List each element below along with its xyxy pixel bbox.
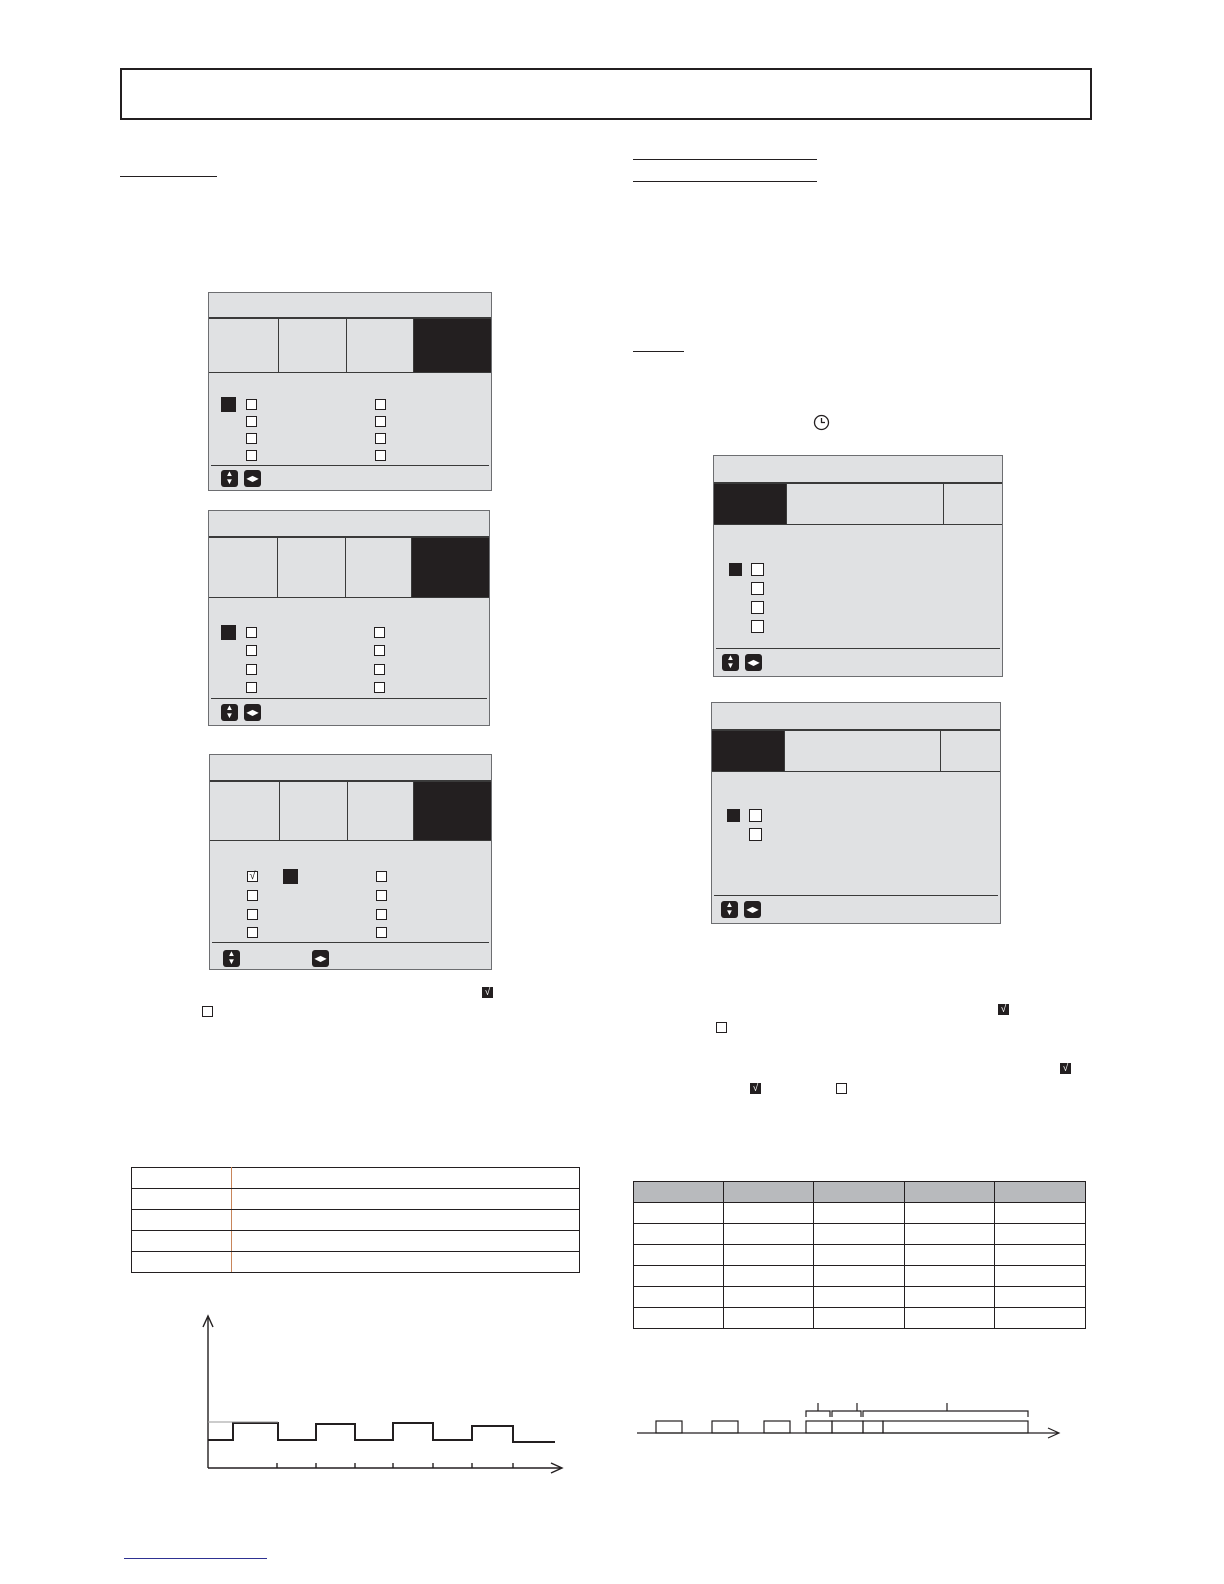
table-row — [132, 1189, 580, 1210]
timeline-block — [832, 1421, 863, 1433]
checkbox[interactable] — [247, 927, 258, 938]
table-row — [634, 1203, 1086, 1224]
table-row — [634, 1266, 1086, 1287]
screen-title-bar — [210, 755, 491, 782]
tab-3[interactable] — [348, 782, 414, 840]
selection-cursor — [221, 625, 236, 640]
tab-divider — [209, 372, 491, 373]
checkbox[interactable] — [246, 450, 257, 461]
tab-1-selected[interactable] — [712, 731, 784, 771]
page-header-box — [120, 68, 1092, 120]
up-down-arrow-icon[interactable]: ▲ ▼ — [221, 470, 238, 487]
checkbox[interactable] — [246, 433, 257, 444]
left-right-arrow-icon[interactable]: ◀▶ — [244, 704, 261, 721]
timeline-block — [863, 1421, 883, 1433]
schedule-screen-1 — [713, 455, 1003, 677]
unchecked-box-icon — [202, 1006, 213, 1017]
tab-2[interactable] — [280, 782, 348, 840]
checked-box-icon: √ — [998, 1004, 1009, 1015]
timeline-block — [712, 1421, 738, 1433]
checkbox[interactable] — [246, 682, 257, 693]
up-down-arrow-icon[interactable]: ▲ ▼ — [223, 950, 240, 967]
tab-2[interactable] — [278, 538, 346, 597]
right-section-title-underline-2 — [633, 181, 817, 182]
left-right-arrow-icon[interactable]: ◀▶ — [745, 654, 762, 671]
screen-title-bar — [209, 511, 489, 538]
selection-cursor — [727, 809, 740, 822]
tab-3[interactable] — [944, 484, 1002, 524]
up-down-arrow-icon[interactable]: ▲ ▼ — [221, 704, 238, 721]
checkbox[interactable] — [749, 828, 762, 841]
table-header-row — [634, 1182, 1086, 1203]
checkbox[interactable] — [375, 416, 386, 427]
table-row — [132, 1168, 580, 1189]
tab-3[interactable] — [941, 731, 1000, 771]
tab-2[interactable] — [786, 484, 944, 524]
temperature-waveform-diagram — [195, 1310, 570, 1480]
checkbox[interactable] — [751, 601, 764, 614]
footer-divider — [212, 942, 489, 943]
tab-4-selected[interactable] — [414, 782, 491, 840]
clock-icon — [813, 414, 830, 431]
tab-2[interactable] — [784, 731, 941, 771]
tab-3[interactable] — [346, 538, 412, 597]
waveform — [208, 1423, 555, 1442]
table-row — [132, 1231, 580, 1252]
timeline-block — [883, 1421, 1028, 1433]
table-row — [634, 1245, 1086, 1266]
checkbox[interactable] — [374, 645, 385, 656]
selection-cursor — [221, 397, 236, 412]
checkbox[interactable] — [749, 809, 762, 822]
settings-screen-1 — [208, 292, 492, 491]
up-down-arrow-icon[interactable]: ▲ ▼ — [722, 654, 739, 671]
unchecked-box-icon — [716, 1022, 727, 1033]
right-subsection-title-underline — [633, 351, 684, 352]
left-right-arrow-icon[interactable]: ◀▶ — [244, 470, 261, 487]
tab-1[interactable] — [209, 538, 278, 597]
screen-title-bar — [209, 293, 491, 319]
tab-1[interactable] — [209, 319, 279, 372]
screen-title-bar — [712, 703, 1000, 731]
right-section-title-underline-1 — [633, 159, 817, 160]
table-row — [634, 1287, 1086, 1308]
tab-divider — [712, 771, 1000, 772]
selection-cursor — [283, 869, 298, 884]
unchecked-box-icon — [836, 1083, 847, 1094]
checkbox[interactable] — [751, 563, 764, 576]
bracket — [806, 1403, 830, 1417]
timeline-block — [656, 1421, 682, 1433]
checked-box-icon[interactable]: √ — [247, 871, 258, 882]
checkbox[interactable] — [246, 664, 257, 675]
schedule-screen-2 — [711, 702, 1001, 924]
left-table — [131, 1167, 580, 1273]
checked-box-icon: √ — [750, 1083, 761, 1094]
timeline-block — [806, 1421, 832, 1433]
footer-divider — [211, 465, 489, 466]
selection-cursor — [729, 563, 742, 576]
left-section-title-underline — [120, 176, 217, 177]
checkbox[interactable] — [247, 890, 258, 901]
tab-1-selected[interactable] — [714, 484, 786, 524]
right-table — [633, 1181, 1086, 1329]
table-row — [634, 1308, 1086, 1329]
bracket — [863, 1403, 1028, 1417]
checkbox[interactable] — [376, 909, 387, 920]
tab-3[interactable] — [347, 319, 414, 372]
checkbox[interactable] — [374, 627, 385, 638]
checkbox[interactable] — [246, 416, 257, 427]
checkbox[interactable] — [376, 927, 387, 938]
footer-divider — [211, 698, 487, 699]
checkbox[interactable] — [375, 399, 386, 410]
settings-screen-3 — [209, 754, 492, 970]
timeline-diagram — [630, 1395, 1070, 1450]
tab-divider — [209, 597, 489, 598]
tab-1[interactable] — [210, 782, 280, 840]
tab-2[interactable] — [279, 319, 347, 372]
settings-screen-2 — [208, 510, 490, 726]
table-row — [634, 1224, 1086, 1245]
tab-4-selected[interactable] — [414, 319, 491, 372]
checkbox[interactable] — [246, 627, 257, 638]
checkbox[interactable] — [374, 664, 385, 675]
left-right-arrow-icon[interactable]: ◀▶ — [312, 950, 329, 967]
footer-divider — [716, 648, 1000, 649]
footer-divider — [714, 895, 998, 896]
checkbox[interactable] — [376, 890, 387, 901]
screen-title-bar — [714, 456, 1002, 484]
table-row — [132, 1252, 580, 1273]
tab-4-selected[interactable] — [412, 538, 489, 597]
checkbox[interactable] — [751, 620, 764, 633]
up-down-arrow-icon[interactable]: ▲ ▼ — [721, 901, 738, 918]
checkbox[interactable] — [751, 582, 764, 595]
left-right-arrow-icon[interactable]: ◀▶ — [744, 901, 761, 918]
checkbox[interactable] — [246, 399, 257, 410]
table-row — [132, 1210, 580, 1231]
checked-box-icon: √ — [482, 987, 493, 998]
checkbox[interactable] — [376, 871, 387, 882]
checked-box-icon: √ — [1060, 1063, 1071, 1074]
checkbox[interactable] — [375, 433, 386, 444]
tab-divider — [210, 840, 491, 841]
checkbox[interactable] — [375, 450, 386, 461]
timeline-block — [764, 1421, 790, 1433]
bracket — [832, 1403, 861, 1417]
checkbox[interactable] — [374, 682, 385, 693]
tab-divider — [714, 524, 1002, 525]
checkbox[interactable] — [247, 909, 258, 920]
checkbox[interactable] — [246, 645, 257, 656]
footer-link-underline[interactable] — [124, 1558, 267, 1559]
